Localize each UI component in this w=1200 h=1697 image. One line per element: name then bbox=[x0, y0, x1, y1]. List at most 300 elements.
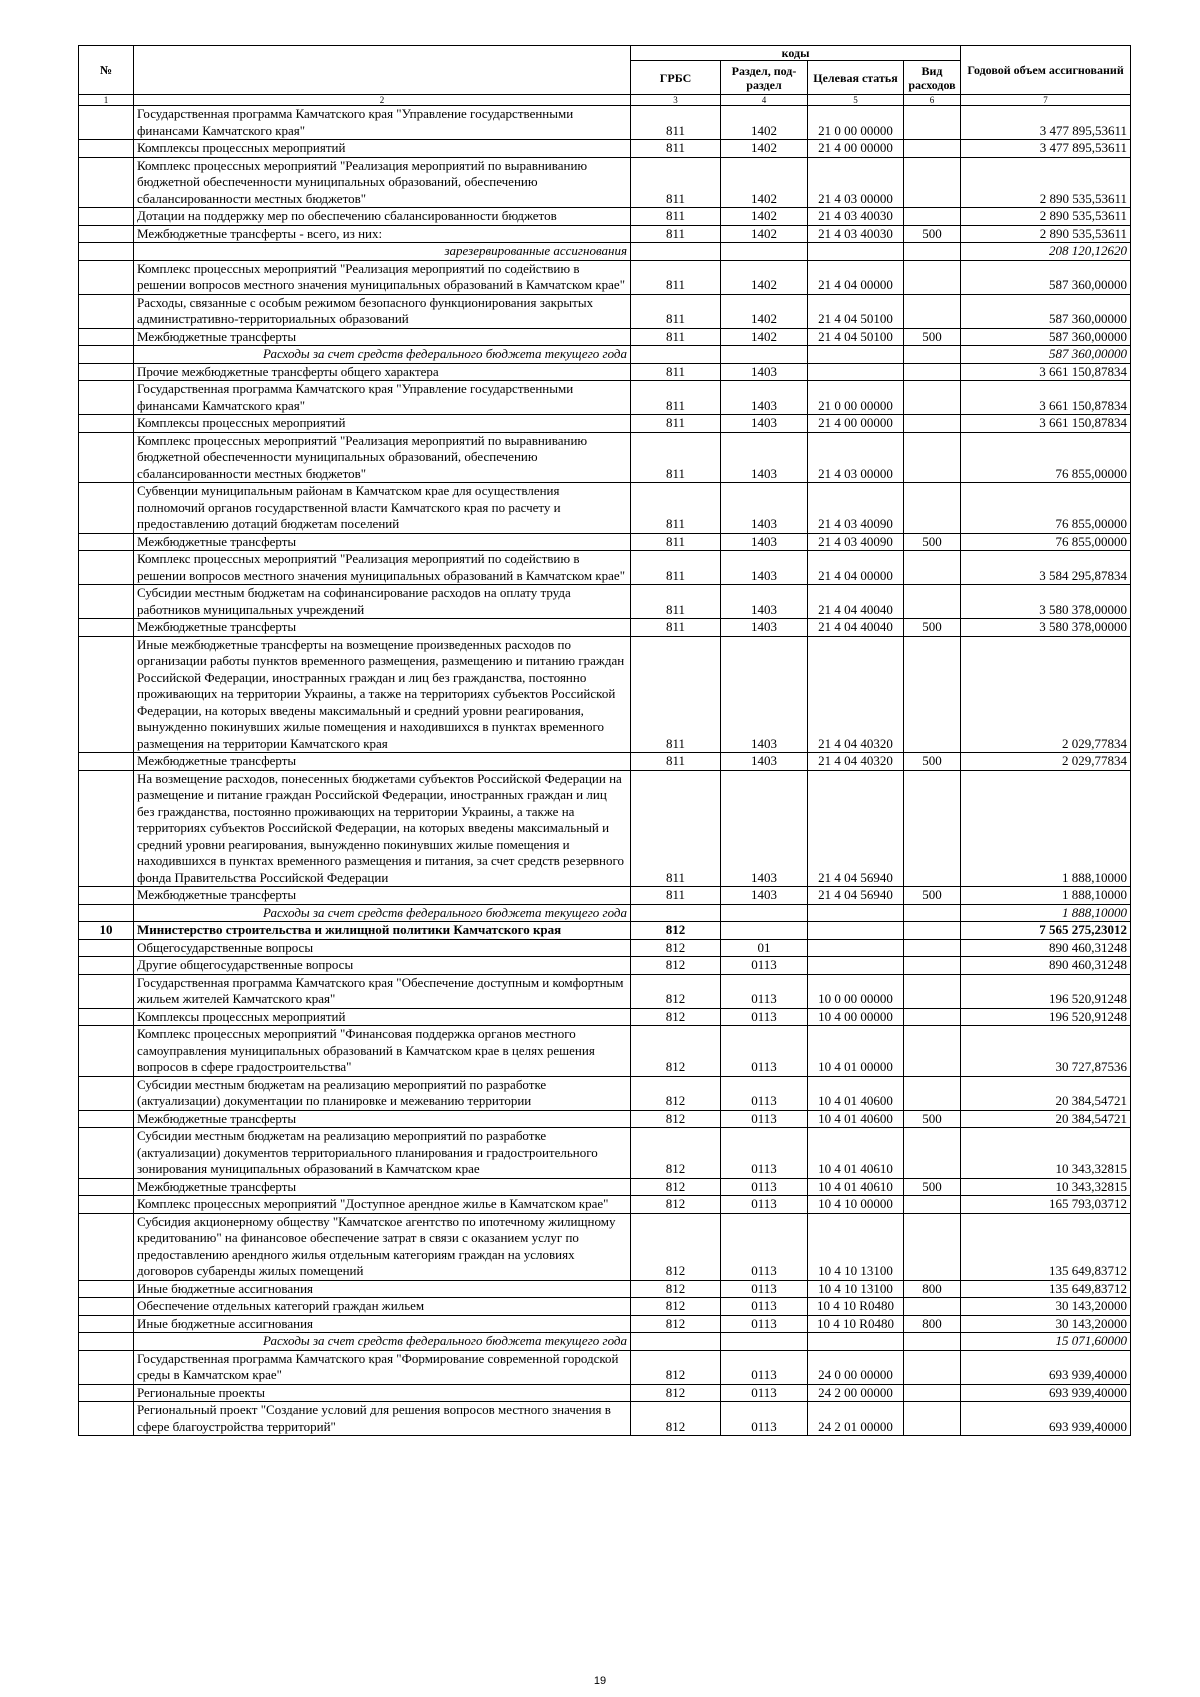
row-number bbox=[79, 363, 134, 381]
row-name: зарезервированные ассигнования bbox=[134, 243, 631, 261]
row-celevaya: 21 4 03 40090 bbox=[808, 533, 904, 551]
column-number: 5 bbox=[808, 95, 904, 106]
table-row bbox=[79, 636, 1131, 753]
row-grbs: 811 bbox=[631, 260, 721, 294]
row-razdel: 1403 bbox=[721, 363, 808, 381]
table-row bbox=[79, 585, 1131, 619]
row-number bbox=[79, 957, 134, 975]
row-celevaya: 21 4 03 00000 bbox=[808, 432, 904, 483]
row-name: Прочие межбюджетные трансферты общего характера bbox=[134, 363, 631, 381]
row-number bbox=[79, 1213, 134, 1280]
row-grbs bbox=[631, 904, 721, 922]
row-name: Иные бюджетные ассигнования bbox=[134, 1315, 631, 1333]
row-name: Межбюджетные трансферты bbox=[134, 753, 631, 771]
row-number bbox=[79, 1128, 134, 1179]
table-row bbox=[79, 294, 1131, 328]
row-vid bbox=[904, 381, 961, 415]
row-grbs: 811 bbox=[631, 887, 721, 905]
row-razdel: 1402 bbox=[721, 260, 808, 294]
row-grbs: 811 bbox=[631, 585, 721, 619]
row-razdel bbox=[721, 922, 808, 940]
row-grbs: 812 bbox=[631, 1026, 721, 1077]
header-codes: коды bbox=[631, 46, 961, 61]
row-vid: 500 bbox=[904, 1178, 961, 1196]
row-celevaya: 10 4 10 13100 bbox=[808, 1213, 904, 1280]
row-number bbox=[79, 1076, 134, 1110]
row-vid bbox=[904, 974, 961, 1008]
row-razdel bbox=[721, 1333, 808, 1351]
table-row bbox=[79, 225, 1131, 243]
row-celevaya: 21 4 03 00000 bbox=[808, 157, 904, 208]
row-razdel: 0113 bbox=[721, 1008, 808, 1026]
row-razdel: 1402 bbox=[721, 225, 808, 243]
row-name: Субсидия акционерному обществу "Камчатское агентство по ипотечному жилищному кредитованию" на финансовое обеспечение затрат в связи с оказанием услуг по предоставлению арендного жилья отдельным категориям граждан на условиях договоров субаренды жилых помещений bbox=[134, 1213, 631, 1280]
row-number bbox=[79, 106, 134, 140]
row-number bbox=[79, 1196, 134, 1214]
table-row bbox=[79, 363, 1131, 381]
table-row bbox=[79, 157, 1131, 208]
row-vid bbox=[904, 1350, 961, 1384]
row-vid bbox=[904, 1384, 961, 1402]
row-name: Комплекс процессных мероприятий "Реализация мероприятий по содействию в решении вопросов местного значения муниципальных образований в Камчатском крае" bbox=[134, 551, 631, 585]
table-row bbox=[79, 106, 1131, 140]
row-celevaya: 10 4 01 40600 bbox=[808, 1110, 904, 1128]
table-row bbox=[79, 1196, 1131, 1214]
header-grbs: ГРБС bbox=[631, 61, 721, 95]
row-celevaya: 10 4 10 13100 bbox=[808, 1280, 904, 1298]
row-celevaya: 21 4 04 40320 bbox=[808, 636, 904, 753]
table-row bbox=[79, 1008, 1131, 1026]
row-number bbox=[79, 381, 134, 415]
row-grbs: 811 bbox=[631, 294, 721, 328]
row-name: Региональные проекты bbox=[134, 1384, 631, 1402]
row-name: Другие общегосударственные вопросы bbox=[134, 957, 631, 975]
row-amount: 587 360,00000 bbox=[961, 260, 1131, 294]
row-celevaya: 21 4 04 50100 bbox=[808, 328, 904, 346]
row-grbs: 812 bbox=[631, 1350, 721, 1384]
row-grbs: 812 bbox=[631, 1178, 721, 1196]
row-number bbox=[79, 939, 134, 957]
row-celevaya bbox=[808, 957, 904, 975]
row-number bbox=[79, 1110, 134, 1128]
row-number bbox=[79, 346, 134, 364]
row-amount: 10 343,32815 bbox=[961, 1178, 1131, 1196]
row-celevaya: 21 4 00 00000 bbox=[808, 140, 904, 158]
row-razdel: 1403 bbox=[721, 619, 808, 637]
row-amount: 890 460,31248 bbox=[961, 939, 1131, 957]
row-name: Комплекс процессных мероприятий "Финансовая поддержка органов местного самоуправления муниципальных образований в Камчатском крае в целях решения вопросов в сфере градостроительства" bbox=[134, 1026, 631, 1077]
column-number: 3 bbox=[631, 95, 721, 106]
row-celevaya: 24 2 01 00000 bbox=[808, 1402, 904, 1436]
row-name: Государственная программа Камчатского края "Управление государственными финансами Камчатского края" bbox=[134, 106, 631, 140]
row-amount: 2 890 535,53611 bbox=[961, 208, 1131, 226]
row-grbs: 811 bbox=[631, 381, 721, 415]
row-name: Межбюджетные трансферты - всего, из них: bbox=[134, 225, 631, 243]
row-grbs: 812 bbox=[631, 1128, 721, 1179]
row-razdel: 1403 bbox=[721, 432, 808, 483]
table-note-row bbox=[79, 243, 1131, 261]
header-no: № bbox=[79, 46, 134, 95]
row-vid bbox=[904, 1128, 961, 1179]
row-amount: 2 890 535,53611 bbox=[961, 157, 1131, 208]
row-razdel: 1403 bbox=[721, 887, 808, 905]
row-celevaya: 10 4 10 00000 bbox=[808, 1196, 904, 1214]
row-grbs: 812 bbox=[631, 957, 721, 975]
row-razdel: 0113 bbox=[721, 1298, 808, 1316]
row-vid bbox=[904, 432, 961, 483]
row-grbs: 812 bbox=[631, 1402, 721, 1436]
budget-table bbox=[78, 45, 1131, 1436]
table-row bbox=[79, 1110, 1131, 1128]
row-vid bbox=[904, 939, 961, 957]
row-razdel: 0113 bbox=[721, 1178, 808, 1196]
table-row bbox=[79, 140, 1131, 158]
row-amount: 587 360,00000 bbox=[961, 346, 1131, 364]
table-note-row bbox=[79, 346, 1131, 364]
table-row bbox=[79, 1076, 1131, 1110]
row-razdel: 1402 bbox=[721, 140, 808, 158]
column-number: 2 bbox=[134, 95, 631, 106]
table-row bbox=[79, 939, 1131, 957]
row-number bbox=[79, 328, 134, 346]
row-celevaya: 21 4 03 40030 bbox=[808, 208, 904, 226]
row-number bbox=[79, 1178, 134, 1196]
row-razdel: 1403 bbox=[721, 551, 808, 585]
row-razdel: 0113 bbox=[721, 1402, 808, 1436]
row-celevaya bbox=[808, 904, 904, 922]
row-vid bbox=[904, 363, 961, 381]
row-razdel bbox=[721, 346, 808, 364]
row-vid: 500 bbox=[904, 619, 961, 637]
row-grbs: 811 bbox=[631, 363, 721, 381]
table-body bbox=[79, 106, 1131, 1436]
row-vid bbox=[904, 1298, 961, 1316]
row-celevaya: 10 4 01 00000 bbox=[808, 1026, 904, 1077]
row-razdel: 0113 bbox=[721, 1026, 808, 1077]
row-amount: 30 143,20000 bbox=[961, 1315, 1131, 1333]
table-row bbox=[79, 1280, 1131, 1298]
row-grbs: 811 bbox=[631, 106, 721, 140]
row-amount: 1 888,10000 bbox=[961, 770, 1131, 887]
row-celevaya bbox=[808, 1333, 904, 1351]
table-row bbox=[79, 432, 1131, 483]
row-number bbox=[79, 140, 134, 158]
row-name: Межбюджетные трансферты bbox=[134, 1178, 631, 1196]
row-amount: 3 477 895,53611 bbox=[961, 140, 1131, 158]
row-name: Межбюджетные трансферты bbox=[134, 1110, 631, 1128]
row-number bbox=[79, 294, 134, 328]
row-name: Государственная программа Камчатского края "Управление государственными финансами Камчатского края" bbox=[134, 381, 631, 415]
table-row bbox=[79, 208, 1131, 226]
row-vid bbox=[904, 1008, 961, 1026]
row-name: Расходы за счет средств федерального бюджета текущего года bbox=[134, 346, 631, 364]
row-vid: 500 bbox=[904, 328, 961, 346]
row-number bbox=[79, 1402, 134, 1436]
row-amount: 3 661 150,87834 bbox=[961, 363, 1131, 381]
table-row bbox=[79, 260, 1131, 294]
row-name: Министерство строительства и жилищной политики Камчатского края bbox=[134, 922, 631, 940]
row-amount: 3 477 895,53611 bbox=[961, 106, 1131, 140]
row-vid bbox=[904, 1026, 961, 1077]
row-amount: 587 360,00000 bbox=[961, 328, 1131, 346]
row-celevaya: 10 4 10 R0480 bbox=[808, 1315, 904, 1333]
row-grbs: 811 bbox=[631, 415, 721, 433]
row-razdel: 1403 bbox=[721, 770, 808, 887]
row-number bbox=[79, 1333, 134, 1351]
row-vid bbox=[904, 260, 961, 294]
row-celevaya bbox=[808, 363, 904, 381]
row-name: Комплекс процессных мероприятий "Реализация мероприятий по выравниванию бюджетной обеспеченности муниципальных образований, обеспечению сбалансированности местных бюджетов" bbox=[134, 432, 631, 483]
row-name: Иные бюджетные ассигнования bbox=[134, 1280, 631, 1298]
row-amount: 2 029,77834 bbox=[961, 636, 1131, 753]
row-amount: 2 029,77834 bbox=[961, 753, 1131, 771]
row-vid bbox=[904, 294, 961, 328]
column-number: 6 bbox=[904, 95, 961, 106]
row-razdel: 1402 bbox=[721, 208, 808, 226]
row-amount: 135 649,83712 bbox=[961, 1213, 1131, 1280]
row-amount: 7 565 275,23012 bbox=[961, 922, 1131, 940]
row-number bbox=[79, 1008, 134, 1026]
table-row bbox=[79, 753, 1131, 771]
row-vid bbox=[904, 140, 961, 158]
row-amount: 20 384,54721 bbox=[961, 1110, 1131, 1128]
row-celevaya bbox=[808, 243, 904, 261]
row-grbs: 811 bbox=[631, 753, 721, 771]
header-amount: Годовой объем ассигнований bbox=[961, 46, 1131, 95]
row-name: Межбюджетные трансферты bbox=[134, 619, 631, 637]
table-row bbox=[79, 1384, 1131, 1402]
table-row bbox=[79, 887, 1131, 905]
row-amount: 15 071,60000 bbox=[961, 1333, 1131, 1351]
table-row bbox=[79, 1213, 1131, 1280]
row-name: Расходы за счет средств федерального бюджета текущего года bbox=[134, 904, 631, 922]
row-number bbox=[79, 1280, 134, 1298]
row-amount: 2 890 535,53611 bbox=[961, 225, 1131, 243]
row-grbs bbox=[631, 243, 721, 261]
row-vid bbox=[904, 922, 961, 940]
row-number bbox=[79, 636, 134, 753]
row-razdel: 1403 bbox=[721, 585, 808, 619]
row-razdel: 1403 bbox=[721, 381, 808, 415]
row-razdel: 0113 bbox=[721, 1315, 808, 1333]
row-razdel: 1402 bbox=[721, 328, 808, 346]
page-number: 19 bbox=[593, 1675, 607, 1687]
row-grbs: 811 bbox=[631, 483, 721, 534]
row-razdel: 0113 bbox=[721, 957, 808, 975]
row-vid: 500 bbox=[904, 533, 961, 551]
row-vid bbox=[904, 415, 961, 433]
row-celevaya: 21 4 04 40320 bbox=[808, 753, 904, 771]
row-number bbox=[79, 619, 134, 637]
row-razdel: 0113 bbox=[721, 1213, 808, 1280]
table-row bbox=[79, 551, 1131, 585]
row-celevaya: 10 4 10 R0480 bbox=[808, 1298, 904, 1316]
row-celevaya: 21 4 04 40040 bbox=[808, 619, 904, 637]
header-name bbox=[134, 46, 631, 95]
row-grbs: 811 bbox=[631, 157, 721, 208]
row-grbs: 812 bbox=[631, 1196, 721, 1214]
row-name: Общегосударственные вопросы bbox=[134, 939, 631, 957]
row-razdel bbox=[721, 243, 808, 261]
row-grbs: 812 bbox=[631, 1213, 721, 1280]
row-amount: 1 888,10000 bbox=[961, 904, 1131, 922]
row-razdel: 0113 bbox=[721, 1280, 808, 1298]
row-amount: 693 939,40000 bbox=[961, 1402, 1131, 1436]
row-vid bbox=[904, 208, 961, 226]
row-number bbox=[79, 533, 134, 551]
row-name: Региональный проект "Создание условий для решения вопросов местного значения в сфере благоустройства территорий" bbox=[134, 1402, 631, 1436]
table-row bbox=[79, 974, 1131, 1008]
row-celevaya: 21 4 03 40090 bbox=[808, 483, 904, 534]
row-grbs: 812 bbox=[631, 1008, 721, 1026]
row-vid bbox=[904, 1402, 961, 1436]
row-name: Государственная программа Камчатского края "Формирование современной городской среды в Камчатском крае" bbox=[134, 1350, 631, 1384]
row-name: Дотации на поддержку мер по обеспечению сбалансированности бюджетов bbox=[134, 208, 631, 226]
row-vid bbox=[904, 551, 961, 585]
row-grbs: 811 bbox=[631, 225, 721, 243]
header-vid: Вид расходов bbox=[904, 61, 961, 95]
row-name: Комплекс процессных мероприятий "Реализация мероприятий по содействию в решении вопросов местного значения муниципальных образований в Камчатском крае" bbox=[134, 260, 631, 294]
row-grbs: 811 bbox=[631, 636, 721, 753]
header-razdel: Раздел, под-раздел bbox=[721, 61, 808, 95]
row-vid bbox=[904, 904, 961, 922]
row-vid bbox=[904, 957, 961, 975]
row-razdel: 0113 bbox=[721, 1350, 808, 1384]
row-vid: 500 bbox=[904, 1110, 961, 1128]
row-number bbox=[79, 1026, 134, 1077]
row-grbs: 811 bbox=[631, 533, 721, 551]
row-number bbox=[79, 157, 134, 208]
row-name: Межбюджетные трансферты bbox=[134, 533, 631, 551]
row-number bbox=[79, 1384, 134, 1402]
row-amount: 20 384,54721 bbox=[961, 1076, 1131, 1110]
row-razdel: 1403 bbox=[721, 483, 808, 534]
row-razdel: 1402 bbox=[721, 157, 808, 208]
row-amount: 10 343,32815 bbox=[961, 1128, 1131, 1179]
table-note-row bbox=[79, 904, 1131, 922]
row-celevaya: 10 4 00 00000 bbox=[808, 1008, 904, 1026]
table-row bbox=[79, 1402, 1131, 1436]
table-row bbox=[79, 328, 1131, 346]
row-number bbox=[79, 415, 134, 433]
row-celevaya: 21 4 04 56940 bbox=[808, 770, 904, 887]
row-amount: 30 727,87536 bbox=[961, 1026, 1131, 1077]
row-amount: 3 580 378,00000 bbox=[961, 585, 1131, 619]
row-number: 10 bbox=[79, 922, 134, 940]
row-grbs: 811 bbox=[631, 208, 721, 226]
row-celevaya: 21 0 00 00000 bbox=[808, 106, 904, 140]
row-amount: 165 793,03712 bbox=[961, 1196, 1131, 1214]
table-section-row bbox=[79, 922, 1131, 940]
row-name: Иные межбюджетные трансферты на возмещение произведенных расходов по организации работы пунктов временного размещения, размещению и питанию граждан Российской Федерации, иностранных граждан и лиц без гражданства, постоянно проживающих на территории Украины, а также на территориях субъектов Российской Федерации, на которых введены максимальный и средний уровни реагирования, вынужденно покинувших жилые помещения и находившихся в пунктах временного размещения на территории Камчатского края bbox=[134, 636, 631, 753]
row-amount: 196 520,91248 bbox=[961, 974, 1131, 1008]
row-razdel: 1403 bbox=[721, 753, 808, 771]
row-razdel: 0113 bbox=[721, 1196, 808, 1214]
row-celevaya: 21 4 00 00000 bbox=[808, 415, 904, 433]
row-grbs: 811 bbox=[631, 551, 721, 585]
row-amount: 3 584 295,87834 bbox=[961, 551, 1131, 585]
row-number bbox=[79, 551, 134, 585]
row-number bbox=[79, 432, 134, 483]
row-celevaya: 21 4 04 00000 bbox=[808, 551, 904, 585]
table-row bbox=[79, 770, 1131, 887]
row-number bbox=[79, 770, 134, 887]
row-number bbox=[79, 225, 134, 243]
table-row bbox=[79, 1026, 1131, 1077]
row-name: Комплексы процессных мероприятий bbox=[134, 140, 631, 158]
row-celevaya: 10 4 01 40610 bbox=[808, 1178, 904, 1196]
row-number bbox=[79, 243, 134, 261]
row-celevaya: 10 4 01 40600 bbox=[808, 1076, 904, 1110]
row-number bbox=[79, 974, 134, 1008]
row-vid bbox=[904, 106, 961, 140]
table-note-row bbox=[79, 1333, 1131, 1351]
row-vid bbox=[904, 1213, 961, 1280]
row-amount: 208 120,12620 bbox=[961, 243, 1131, 261]
table-row bbox=[79, 1178, 1131, 1196]
row-amount: 587 360,00000 bbox=[961, 294, 1131, 328]
row-vid bbox=[904, 585, 961, 619]
row-vid: 500 bbox=[904, 225, 961, 243]
row-vid bbox=[904, 157, 961, 208]
row-number bbox=[79, 585, 134, 619]
row-celevaya: 21 4 04 56940 bbox=[808, 887, 904, 905]
row-celevaya: 21 4 03 40030 bbox=[808, 225, 904, 243]
row-amount: 76 855,00000 bbox=[961, 432, 1131, 483]
table-row bbox=[79, 1350, 1131, 1384]
row-amount: 3 661 150,87834 bbox=[961, 381, 1131, 415]
row-celevaya: 21 4 04 50100 bbox=[808, 294, 904, 328]
row-grbs: 812 bbox=[631, 974, 721, 1008]
table-header bbox=[79, 46, 1131, 106]
row-grbs: 811 bbox=[631, 432, 721, 483]
row-vid bbox=[904, 1196, 961, 1214]
row-grbs bbox=[631, 1333, 721, 1351]
row-grbs bbox=[631, 346, 721, 364]
row-grbs: 811 bbox=[631, 328, 721, 346]
row-amount: 693 939,40000 bbox=[961, 1384, 1131, 1402]
row-name: Комплекс процессных мероприятий "Доступное арендное жилье в Камчатском крае" bbox=[134, 1196, 631, 1214]
row-vid bbox=[904, 1333, 961, 1351]
row-name: Расходы, связанные с особым режимом безопасного функционирования закрытых административно-территориальных образований bbox=[134, 294, 631, 328]
row-name: Субвенции муниципальным районам в Камчатском крае для осуществления полномочий органов государственной власти Камчатского края по расчету и предоставлению дотаций бюджетам поселений bbox=[134, 483, 631, 534]
row-grbs: 812 bbox=[631, 1315, 721, 1333]
row-vid bbox=[904, 483, 961, 534]
row-name: Комплексы процессных мероприятий bbox=[134, 415, 631, 433]
column-number: 1 bbox=[79, 95, 134, 106]
row-celevaya: 10 4 01 40610 bbox=[808, 1128, 904, 1179]
row-number bbox=[79, 1298, 134, 1316]
row-celevaya: 24 2 00 00000 bbox=[808, 1384, 904, 1402]
row-vid: 800 bbox=[904, 1280, 961, 1298]
table-row bbox=[79, 415, 1131, 433]
row-amount: 1 888,10000 bbox=[961, 887, 1131, 905]
row-number bbox=[79, 483, 134, 534]
row-number bbox=[79, 208, 134, 226]
column-number-row bbox=[79, 95, 1131, 106]
row-name: Субсидии местным бюджетам на реализацию мероприятий по разработке (актуализации) документов территориального планирования и градостроительного зонирования муниципальных образований в Камчатском крае bbox=[134, 1128, 631, 1179]
table-row bbox=[79, 1315, 1131, 1333]
row-number bbox=[79, 260, 134, 294]
row-amount: 693 939,40000 bbox=[961, 1350, 1131, 1384]
table-row bbox=[79, 957, 1131, 975]
column-number: 4 bbox=[721, 95, 808, 106]
row-vid bbox=[904, 346, 961, 364]
row-grbs: 812 bbox=[631, 939, 721, 957]
row-celevaya: 24 0 00 00000 bbox=[808, 1350, 904, 1384]
row-amount: 3 661 150,87834 bbox=[961, 415, 1131, 433]
row-celevaya: 21 4 04 00000 bbox=[808, 260, 904, 294]
